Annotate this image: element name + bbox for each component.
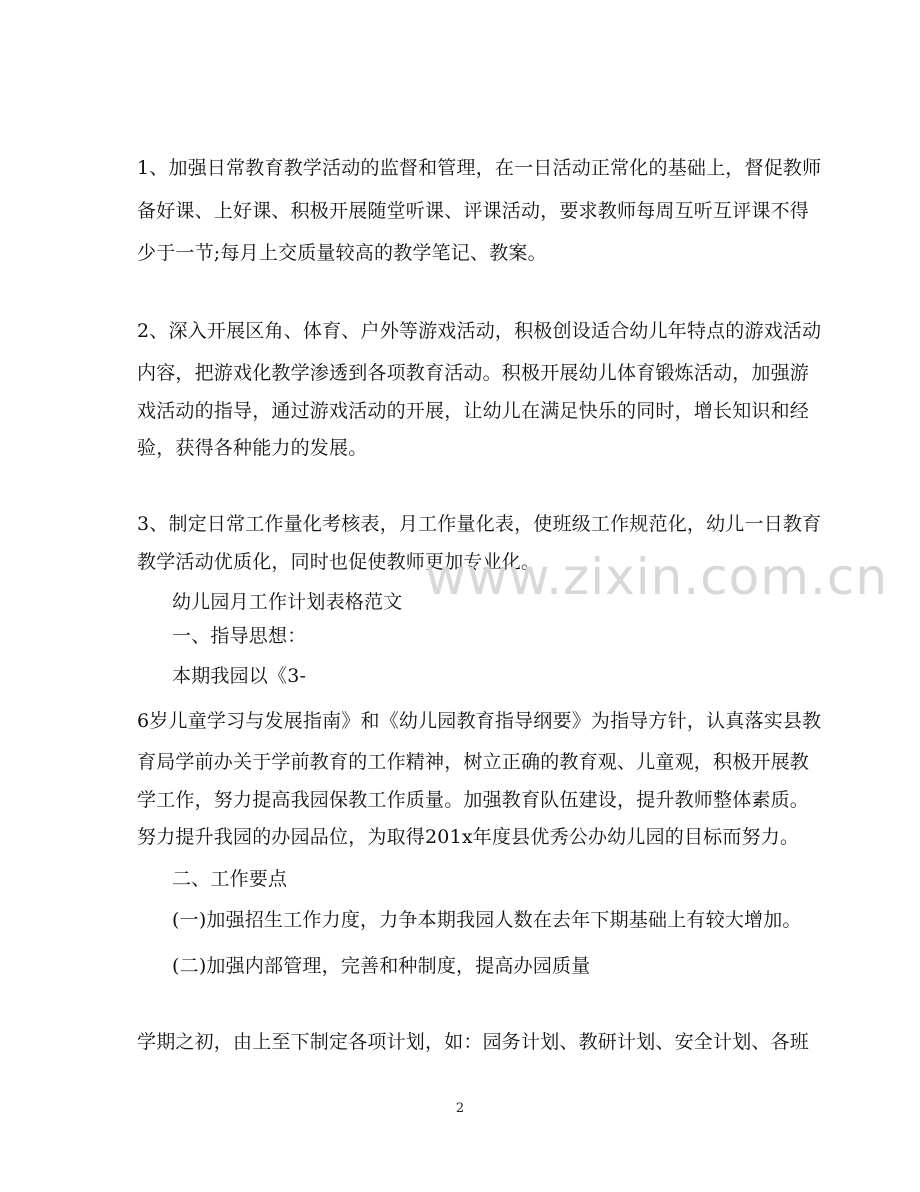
work-point-2: (二)加强内部管理，完善和种制度，提高办园质量 [172,955,591,977]
watermark: www.zixin.com.cn [425,548,889,606]
heading-work-points: 二、工作要点 [172,868,288,890]
paragraph-2-line-3: 戏活动的指导，通过游戏活动的开展，让幼儿在满足快乐的同时，增长知识和经 [137,400,810,422]
guide-first-line: 本期我园以《3- [172,665,307,687]
paragraph-2-line-1: 2、深入开展区角、体育、户外等游戏活动，积极创设适合幼儿年特点的游戏活动 [137,320,822,342]
work-point-1: (一)加强招生工作力度，力争本期我园人数在去年下期基础上有较大增加。 [172,909,802,931]
last-paragraph-line: 学期之初，由上至下制定各项计划，如：园务计划、教研计划、安全计划、各班 [137,1031,810,1053]
paragraph-2-line-2: 内容，把游戏化教学渗透到各项教育活动。积极开展幼儿体育锻炼活动，加强游 [137,362,810,384]
guide-line-2: 育局学前办关于学前教育的工作精神，树立正确的教育观、儿童观，积极开展教 [137,751,810,773]
paragraph-3-line-1: 3、制定日常工作量化考核表，月工作量化表，使班级工作规范化，幼儿一日教育 [137,513,822,535]
paragraph-2-line-4: 验，获得各种能力的发展。 [137,437,368,459]
document-title: 幼儿园月工作计划表格范文 [172,591,403,613]
guide-line-1: 6岁儿童学习与发展指南》和《幼儿园教育指导纲要》为指导方针，认真落实县教 [137,710,822,732]
page-number: 2 [455,1101,465,1116]
heading-guiding-ideology: 一、指导思想： [172,625,307,647]
paragraph-1-line-3: 少于一节;每月上交质量较高的教学笔记、教案。 [137,242,547,264]
paragraph-1-line-1: 1、加强日常教育教学活动的监督和管理，在一日活动正常化的基础上，督促教师 [137,157,822,179]
guide-line-4: 努力提升我园的办园品位，为取得201x年度县优秀公办幼儿园的目标而努力。 [137,826,800,848]
guide-line-3: 学工作，努力提高我园保教工作质量。加强教育队伍建设，提升教师整体素质。 [137,789,810,811]
paragraph-3-line-2: 教学活动优质化，同时也促使教师更加专业化。 [137,551,541,573]
paragraph-1-line-2: 备好课、上好课、积极开展随堂听课、评课活动，要求教师每周互听互评课不得 [137,200,810,222]
